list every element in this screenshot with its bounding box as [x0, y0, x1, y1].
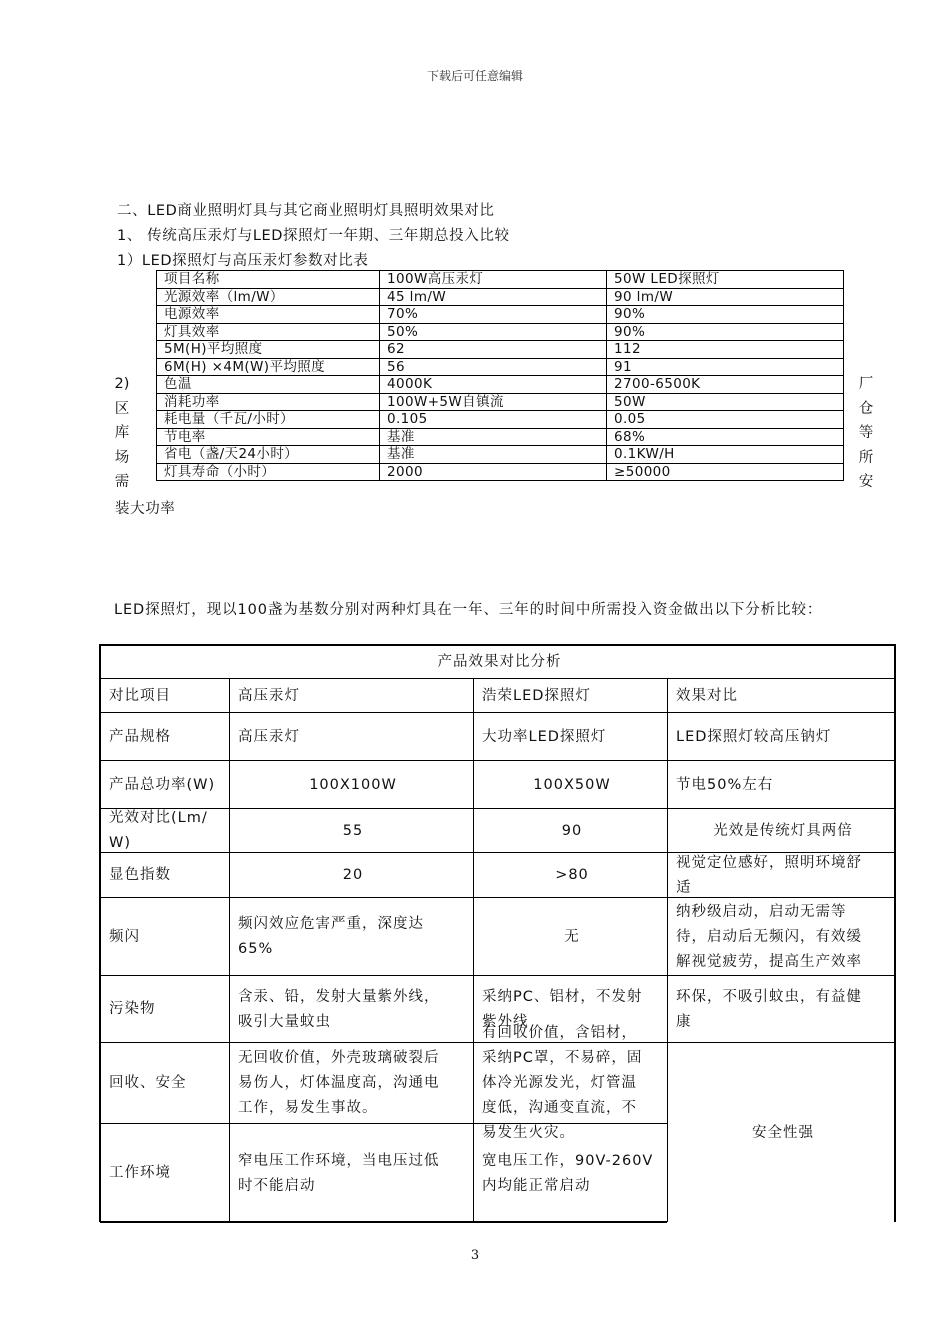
row-label: 工作环境 — [109, 1165, 171, 1181]
mercury-lamp-value — [238, 985, 468, 1035]
mercury-lamp-value: 55 — [342, 822, 364, 839]
row-label — [109, 806, 224, 856]
spec-cell: 项目名称 — [157, 271, 380, 289]
cell-line: 解视觉疲劳，提高生产效率 — [676, 953, 862, 970]
cell-line: 采纳PC、铝材，不发射 — [482, 988, 643, 1005]
spec-cell: 光源效率（lm/W） — [157, 288, 380, 306]
table-border — [894, 644, 896, 1222]
cell-line: 宽电压工作，90V-260V — [482, 1152, 654, 1169]
table-border — [100, 975, 895, 976]
paragraph-char: 所 — [858, 449, 874, 466]
row-label: 污染物 — [109, 1001, 156, 1017]
spec-cell: 100W+5W自镇流 — [380, 393, 607, 411]
cell-line: 紫外线 — [482, 1013, 529, 1030]
row-label: 回收、安全 — [109, 1075, 187, 1091]
section-title: 二、LED商业照明灯具与其它商业照明灯具照明效果对比 — [117, 203, 495, 219]
spec-row — [157, 271, 844, 289]
spec-cell: 6M(H) ×4M(W)平均照度 — [157, 358, 380, 376]
spec-row — [157, 428, 844, 446]
effect-comparison-value — [676, 851, 890, 901]
led-lamp-value: 100X50W — [533, 776, 611, 793]
spec-cell: 50% — [380, 323, 607, 341]
cell-line: 工作，易发生事故。 — [238, 1100, 378, 1116]
cell-line: 度低，沟通变直流，不 — [482, 1100, 637, 1116]
spec-cell: 电源效率 — [157, 306, 380, 324]
effect-comparison-value — [676, 900, 890, 975]
cell-line: 易发生火灾。 — [482, 1125, 575, 1141]
mercury-lamp-value: 20 — [342, 867, 364, 883]
spec-cell: 70% — [380, 306, 607, 324]
mercury-lamp-value — [238, 1046, 468, 1121]
spec-cell: 基准 — [380, 428, 607, 446]
paragraph-char: 2) — [114, 376, 130, 392]
paragraph-last-line: 装大功率 — [115, 501, 176, 517]
cell-line: 待，启动后无频闪，有效缓 — [676, 928, 862, 945]
table-border — [100, 678, 895, 679]
cell-line: 时不能启动 — [238, 1177, 316, 1194]
paragraph-char: 仓 — [858, 400, 874, 417]
spec-cell: 消耗功率 — [157, 393, 380, 411]
spec-cell: 灯具效率 — [157, 323, 380, 341]
spec-cell: 色温 — [157, 376, 380, 394]
spec-row — [157, 463, 844, 481]
column-header: 效果对比 — [676, 687, 738, 704]
intro-line: LED探照灯，现以100盏为基数分别对两种灯具在一年、三年的时间中所需投入资金做出以下分析比较： — [114, 602, 823, 618]
spec-cell: 5M(H)平均照度 — [157, 341, 380, 359]
spec-cell: 基准 — [380, 446, 607, 464]
spec-cell: 90% — [607, 306, 844, 324]
column-header: 对比项目 — [109, 687, 171, 704]
paragraph-left-column — [112, 372, 132, 495]
effect-comparison-value: 安全性强 — [752, 1124, 814, 1141]
table-border — [100, 644, 895, 646]
cell-line: 易伤人，灯体温度高，沟通电 — [238, 1075, 440, 1091]
spec-row — [157, 323, 844, 341]
led-lamp-value — [482, 1149, 662, 1199]
spec-cell: 62 — [380, 341, 607, 359]
spec-cell: 0.105 — [380, 411, 607, 429]
cell-line: 内均能正常启动 — [482, 1177, 591, 1194]
led-lamp-value: 大功率LED探照灯 — [482, 728, 607, 745]
spec-cell: 50W LED探照灯 — [607, 271, 844, 289]
paragraph-char: 安 — [858, 474, 874, 490]
spec-cell: ≥50000 — [607, 463, 844, 481]
mercury-lamp-value — [238, 1149, 468, 1199]
cell-line: 体冷光源发光，灯管温 — [482, 1075, 637, 1091]
cell-line: 有回收价值，含铝材， — [482, 1025, 637, 1041]
spec-cell: 0.05 — [607, 411, 844, 429]
cell-line: 采纳PC罩，不易碎，固 — [482, 1050, 643, 1066]
spec-cell: 91 — [607, 358, 844, 376]
spec-cell: 2700-6500K — [607, 376, 844, 394]
spec-cell: 0.1KW/H — [607, 446, 844, 464]
spec-cell: 灯具寿命（小时） — [157, 463, 380, 481]
effect-comparison-value: LED探照灯较高压钠灯 — [676, 728, 832, 745]
page-number: 3 — [470, 1248, 480, 1263]
cell-line: 频闪效应危害严重，深度达 — [238, 916, 424, 932]
mercury-lamp-value — [238, 912, 468, 962]
row-label: 频闪 — [109, 928, 140, 945]
cell-line: 65% — [238, 941, 274, 957]
table-title: 产品效果对比分析 — [437, 653, 562, 670]
table-border — [100, 1221, 667, 1223]
cell-line: 光效对比(Lm/ — [109, 810, 208, 826]
led-lamp-value: 无 — [564, 928, 580, 945]
spec-cell: 2000 — [380, 463, 607, 481]
row-label: 产品规格 — [109, 728, 171, 745]
led-lamp-value: >80 — [555, 867, 589, 883]
spec-cell: 4000K — [380, 376, 607, 394]
subsection-title: 1、 传统高压汞灯与LED探照灯一年期、三年期总投入比较 — [117, 228, 510, 244]
spec-cell: 56 — [380, 358, 607, 376]
spec-row — [157, 358, 844, 376]
spec-row — [157, 446, 844, 464]
table-border — [100, 712, 895, 713]
paragraph-char: 库 — [114, 425, 130, 441]
cell-line: 无回收价值，外壳玻璃破裂后 — [238, 1050, 440, 1066]
spec-cell: 90 lm/W — [607, 288, 844, 306]
spec-row — [157, 288, 844, 306]
led-lamp-value — [482, 1021, 662, 1146]
spec-row — [157, 341, 844, 359]
table-border — [229, 678, 230, 1222]
spec-cell: 50W — [607, 393, 844, 411]
cell-line: W) — [109, 835, 131, 851]
led-lamp-value: 90 — [561, 822, 583, 839]
cell-line: 纳秒级启动，启动无需等 — [676, 903, 847, 920]
cell-line: 环保，不吸引蚊虫，有益健 — [676, 988, 862, 1005]
table-border — [473, 678, 474, 1222]
effect-comparison-value: 光效是传统灯具两倍 — [713, 822, 853, 839]
cell-line: 窄电压工作环境，当电压过低 — [238, 1152, 440, 1169]
spec-cell: 90% — [607, 323, 844, 341]
table-border — [667, 678, 668, 1222]
column-header: 浩荣LED探照灯 — [482, 687, 591, 704]
paragraph-char: 等 — [858, 425, 874, 441]
spec-row — [157, 306, 844, 324]
table-caption: 1）LED探照灯与高压汞灯参数对比表 — [117, 253, 369, 269]
mercury-lamp-value: 高压汞灯 — [238, 728, 300, 745]
cell-line: 含汞、铅，发射大量紫外线， — [238, 988, 440, 1005]
effect-comparison-value — [676, 985, 890, 1035]
spec-cell: 45 lm/W — [380, 288, 607, 306]
spec-cell: 节电率 — [157, 428, 380, 446]
row-label: 产品总功率(W) — [109, 776, 216, 793]
spec-row — [157, 393, 844, 411]
table-border — [99, 644, 101, 1222]
paragraph-right-column — [856, 372, 876, 495]
spec-cell: 100W高压汞灯 — [380, 271, 607, 289]
spec-row — [157, 376, 844, 394]
paragraph-char: 区 — [114, 400, 130, 417]
cell-line: 视觉定位感好，照明环境舒 — [676, 854, 862, 871]
analysis-table — [100, 644, 895, 1222]
paragraph-char: 需 — [114, 474, 130, 490]
cell-line: 康 — [676, 1013, 692, 1030]
spec-cell: 耗电量（千瓦/小时） — [157, 411, 380, 429]
spec-cell: 68% — [607, 428, 844, 446]
cell-line: 吸引大量蚊虫 — [238, 1013, 331, 1030]
paragraph-char: 厂 — [858, 376, 874, 392]
paragraph-char: 场 — [114, 449, 130, 466]
spec-table — [156, 270, 844, 481]
table-border — [100, 760, 895, 761]
spec-row — [157, 411, 844, 429]
spec-cell: 112 — [607, 341, 844, 359]
effect-comparison-value: 节电50%左右 — [676, 776, 774, 793]
spec-cell: 省电（盏/天24小时） — [157, 446, 380, 464]
page-header: 下载后可任意编辑 — [426, 69, 523, 83]
cell-line: 适 — [676, 879, 692, 896]
mercury-lamp-value: 100X100W — [309, 776, 397, 793]
column-header: 高压汞灯 — [238, 687, 300, 704]
row-label: 显色指数 — [109, 867, 171, 883]
